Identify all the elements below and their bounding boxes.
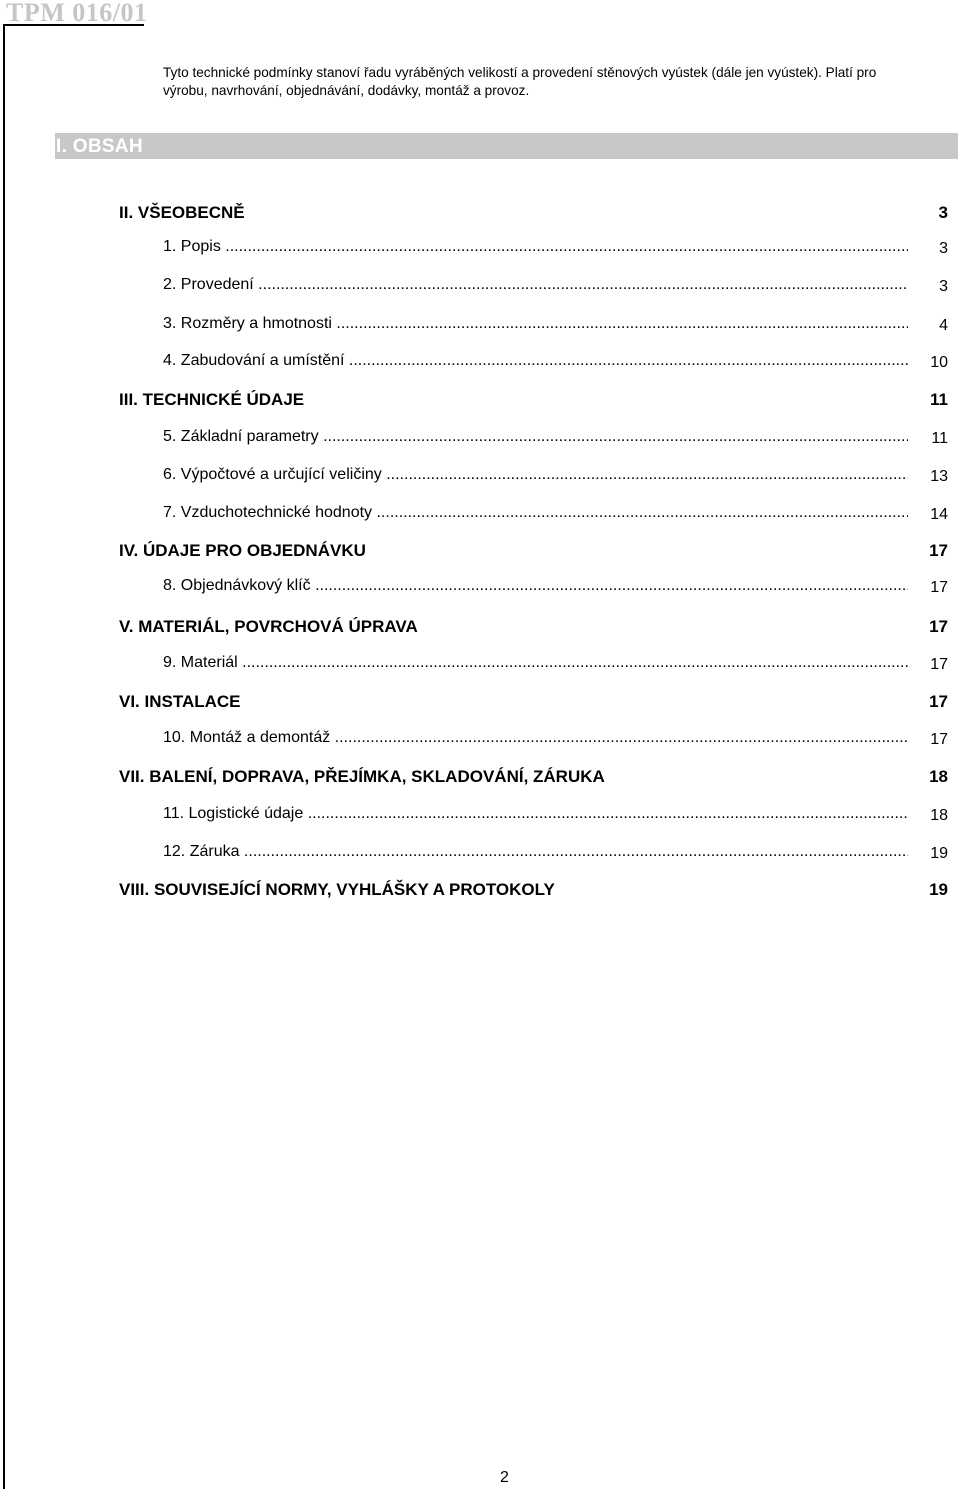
toc-item-label: 4. Zabudování a umístění .....	[163, 352, 908, 370]
toc-item-label: 1. Popis .....	[163, 238, 908, 256]
toc-item-page: 17	[930, 731, 948, 748]
toc-item-label: 10. Montáž a demontáž .....	[163, 729, 908, 747]
intro-line-1: Tyto technické podmínky stanoví řadu vyráběných velikostí a provedení stěnových vyústek (dále jen vyústek). Platí pro	[163, 65, 877, 80]
toc-item-popis[interactable]	[0, 238, 960, 260]
toc-item-label: 8. Objednávkový klíč .....	[163, 577, 908, 595]
toc-item-label: 3. Rozměry a hmotnosti .....	[163, 315, 908, 333]
toc-heading-label: VIII. SOUVISEJÍCÍ NORMY, VYHLÁŠKY A PROTOKOLY	[119, 880, 555, 899]
toc-item-page: 17	[930, 579, 948, 596]
toc-item-label: 2. Provedení .....	[163, 276, 908, 294]
toc-item-label: 11. Logistické údaje .....	[163, 805, 908, 823]
toc-heading-vseobecne[interactable]	[0, 203, 960, 225]
toc-item-logisticke-udaje[interactable]	[0, 805, 960, 827]
toc-item-material[interactable]	[0, 654, 960, 676]
toc-heading-page: 17	[929, 617, 948, 636]
toc-item-label: 6. Výpočtové a určující veličiny .....	[163, 466, 908, 484]
toc-heading-page: 18	[929, 767, 948, 786]
toc-heading-label: IV. ÚDAJE PRO OBJEDNÁVKU	[119, 541, 366, 560]
toc-item-page: 3	[939, 278, 948, 295]
toc-item-page: 18	[930, 807, 948, 824]
toc-item-label: 12. Záruka .....	[163, 843, 908, 861]
toc-heading-page: 17	[929, 541, 948, 560]
toc-heading-baleni-doprava[interactable]	[0, 767, 960, 789]
toc-item-page: 11	[931, 430, 948, 447]
toc-heading-udaje-pro-objednavku[interactable]	[0, 541, 960, 563]
toc-heading-instalace[interactable]	[0, 692, 960, 714]
toc-heading-page: 3	[938, 203, 948, 222]
toc-item-vzduchotechnicke-hodnoty[interactable]	[0, 504, 960, 526]
page-number: 2	[500, 1469, 509, 1486]
toc-item-label: 9. Materiál .....	[163, 654, 908, 672]
toc-heading-page: 17	[929, 692, 948, 711]
toc-item-objednavkovy-klic[interactable]	[0, 577, 960, 599]
toc-item-page: 14	[930, 506, 948, 523]
toc-item-page: 4	[939, 317, 948, 334]
toc-item-page: 17	[930, 656, 948, 673]
toc-item-label: 7. Vzduchotechnické hodnoty .....	[163, 504, 908, 522]
toc-item-page: 19	[930, 845, 948, 862]
toc-item-provedeni[interactable]	[0, 276, 960, 298]
toc-item-zakladni-parametry[interactable]	[0, 428, 960, 450]
toc-heading-label: VII. BALENÍ, DOPRAVA, PŘEJÍMKA, SKLADOVÁNÍ, ZÁRUKA	[119, 767, 605, 786]
document-code: TPM 016/01	[6, 0, 148, 27]
toc-heading-label: II. VŠEOBECNĚ	[119, 203, 245, 222]
toc-item-rozmery[interactable]	[0, 315, 960, 337]
toc-item-label: 5. Základní parametry .....	[163, 428, 908, 446]
toc-item-vypoctove-veliciny[interactable]	[0, 466, 960, 488]
intro-line-2: výrobu, navrhování, objednávání, dodávky, montáž a provoz.	[163, 83, 530, 98]
toc-heading-label: VI. INSTALACE	[119, 692, 241, 711]
toc-heading-material-povrchova-uprava[interactable]	[0, 617, 960, 639]
toc-item-page: 3	[939, 240, 948, 257]
toc-heading-page: 19	[929, 880, 948, 899]
toc-heading-label: III. TECHNICKÉ ÚDAJE	[119, 390, 305, 409]
toc-heading-label: V. MATERIÁL, POVRCHOVÁ ÚPRAVA	[119, 617, 418, 636]
contents-section-title: I. OBSAH	[56, 136, 143, 157]
toc-item-page: 10	[930, 354, 948, 371]
toc-item-zaruka[interactable]	[0, 843, 960, 865]
toc-heading-technicke-udaje[interactable]	[0, 390, 960, 412]
toc-item-zabudovani[interactable]	[0, 352, 960, 374]
toc-item-page: 13	[930, 468, 948, 485]
toc-heading-souvisejici-normy[interactable]	[0, 880, 960, 902]
toc-item-montaz-a-demontaz[interactable]	[0, 729, 960, 751]
toc-heading-page: 11	[930, 390, 948, 409]
